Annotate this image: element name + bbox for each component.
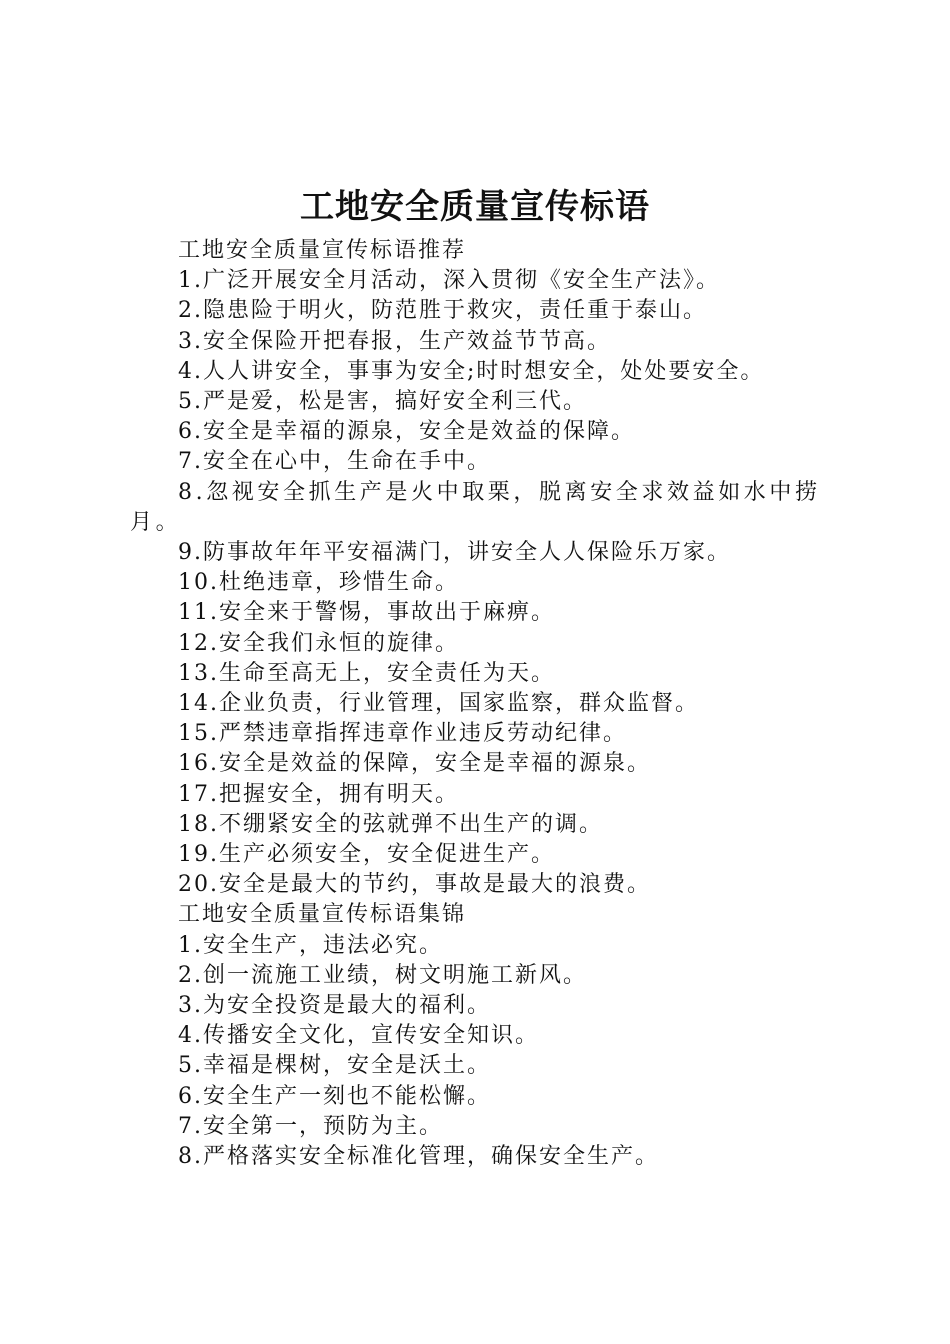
slogan-item: 4.传播安全文化，宣传安全知识。 bbox=[178, 1023, 539, 1049]
section-heading: 工地安全质量宣传标语推荐 bbox=[178, 238, 467, 263]
slogan-item: 5.严是爱，松是害，搞好安全利三代。 bbox=[178, 389, 587, 415]
slogan-item: 15.严禁违章指挥违章作业违反劳动纪律。 bbox=[178, 721, 627, 747]
slogan-item: 4.人人讲安全，事事为安全;时时想安全，处处要安全。 bbox=[178, 358, 765, 384]
slogan-item: 2.隐患险于明火，防范胜于救灾，责任重于泰山。 bbox=[178, 298, 707, 324]
slogan-item: 1.广泛开展安全月活动，深入贯彻《安全生产法》。 bbox=[178, 268, 720, 294]
slogan-item: 2.创一流施工业绩，树文明施工新风。 bbox=[178, 962, 587, 988]
document-title: 工地安全质量宣传标语 bbox=[300, 187, 650, 227]
slogan-item: 13.生命至高无上，安全责任为天。 bbox=[178, 660, 555, 686]
slogan-item: 16.安全是效益的保障，安全是幸福的源泉。 bbox=[178, 751, 651, 777]
slogan-item: 14.企业负责，行业管理，国家监察，群众监督。 bbox=[178, 691, 699, 717]
slogan-item: 6.安全是幸福的源泉，安全是效益的保障。 bbox=[178, 419, 635, 445]
slogan-item: 8.严格落实安全标准化管理，确保安全生产。 bbox=[178, 1144, 659, 1170]
document-body bbox=[130, 236, 832, 1172]
slogan-item: 7.安全在心中，生命在手中。 bbox=[178, 449, 491, 475]
slogan-item: 19.生产必须安全，安全促进生产。 bbox=[178, 842, 555, 868]
slogan-item: 7.安全第一，预防为主。 bbox=[178, 1113, 443, 1139]
slogan-item: 11.安全来于警惕，事故出于麻痹。 bbox=[178, 600, 555, 626]
slogan-item: 20.安全是最大的节约，事故是最大的浪费。 bbox=[178, 872, 651, 898]
slogan-item: 6.安全生产一刻也不能松懈。 bbox=[178, 1083, 491, 1109]
slogan-item: 3.安全保险开把春报，生产效益节节高。 bbox=[178, 328, 611, 354]
slogan-item: 10.杜绝违章，珍惜生命。 bbox=[178, 570, 459, 596]
slogan-item: 5.幸福是棵树，安全是沃土。 bbox=[178, 1053, 491, 1079]
slogan-item: 3.为安全投资是最大的福利。 bbox=[178, 993, 491, 1019]
slogan-item: 17.把握安全，拥有明天。 bbox=[178, 781, 459, 807]
slogan-item: 8.忽视安全抓生产是火中取栗，脱离安全求效益如水中捞月。 bbox=[130, 479, 821, 535]
slogan-item: 12.安全我们永恒的旋律。 bbox=[178, 630, 459, 656]
slogan-item: 1.安全生产，违法必究。 bbox=[178, 932, 443, 958]
section-heading: 工地安全质量宣传标语集锦 bbox=[178, 902, 467, 928]
slogan-item: 18.不绷紧安全的弦就弹不出生产的调。 bbox=[178, 811, 603, 837]
slogan-item: 9.防事故年年平安福满门，讲安全人人保险乐万家。 bbox=[178, 540, 731, 566]
